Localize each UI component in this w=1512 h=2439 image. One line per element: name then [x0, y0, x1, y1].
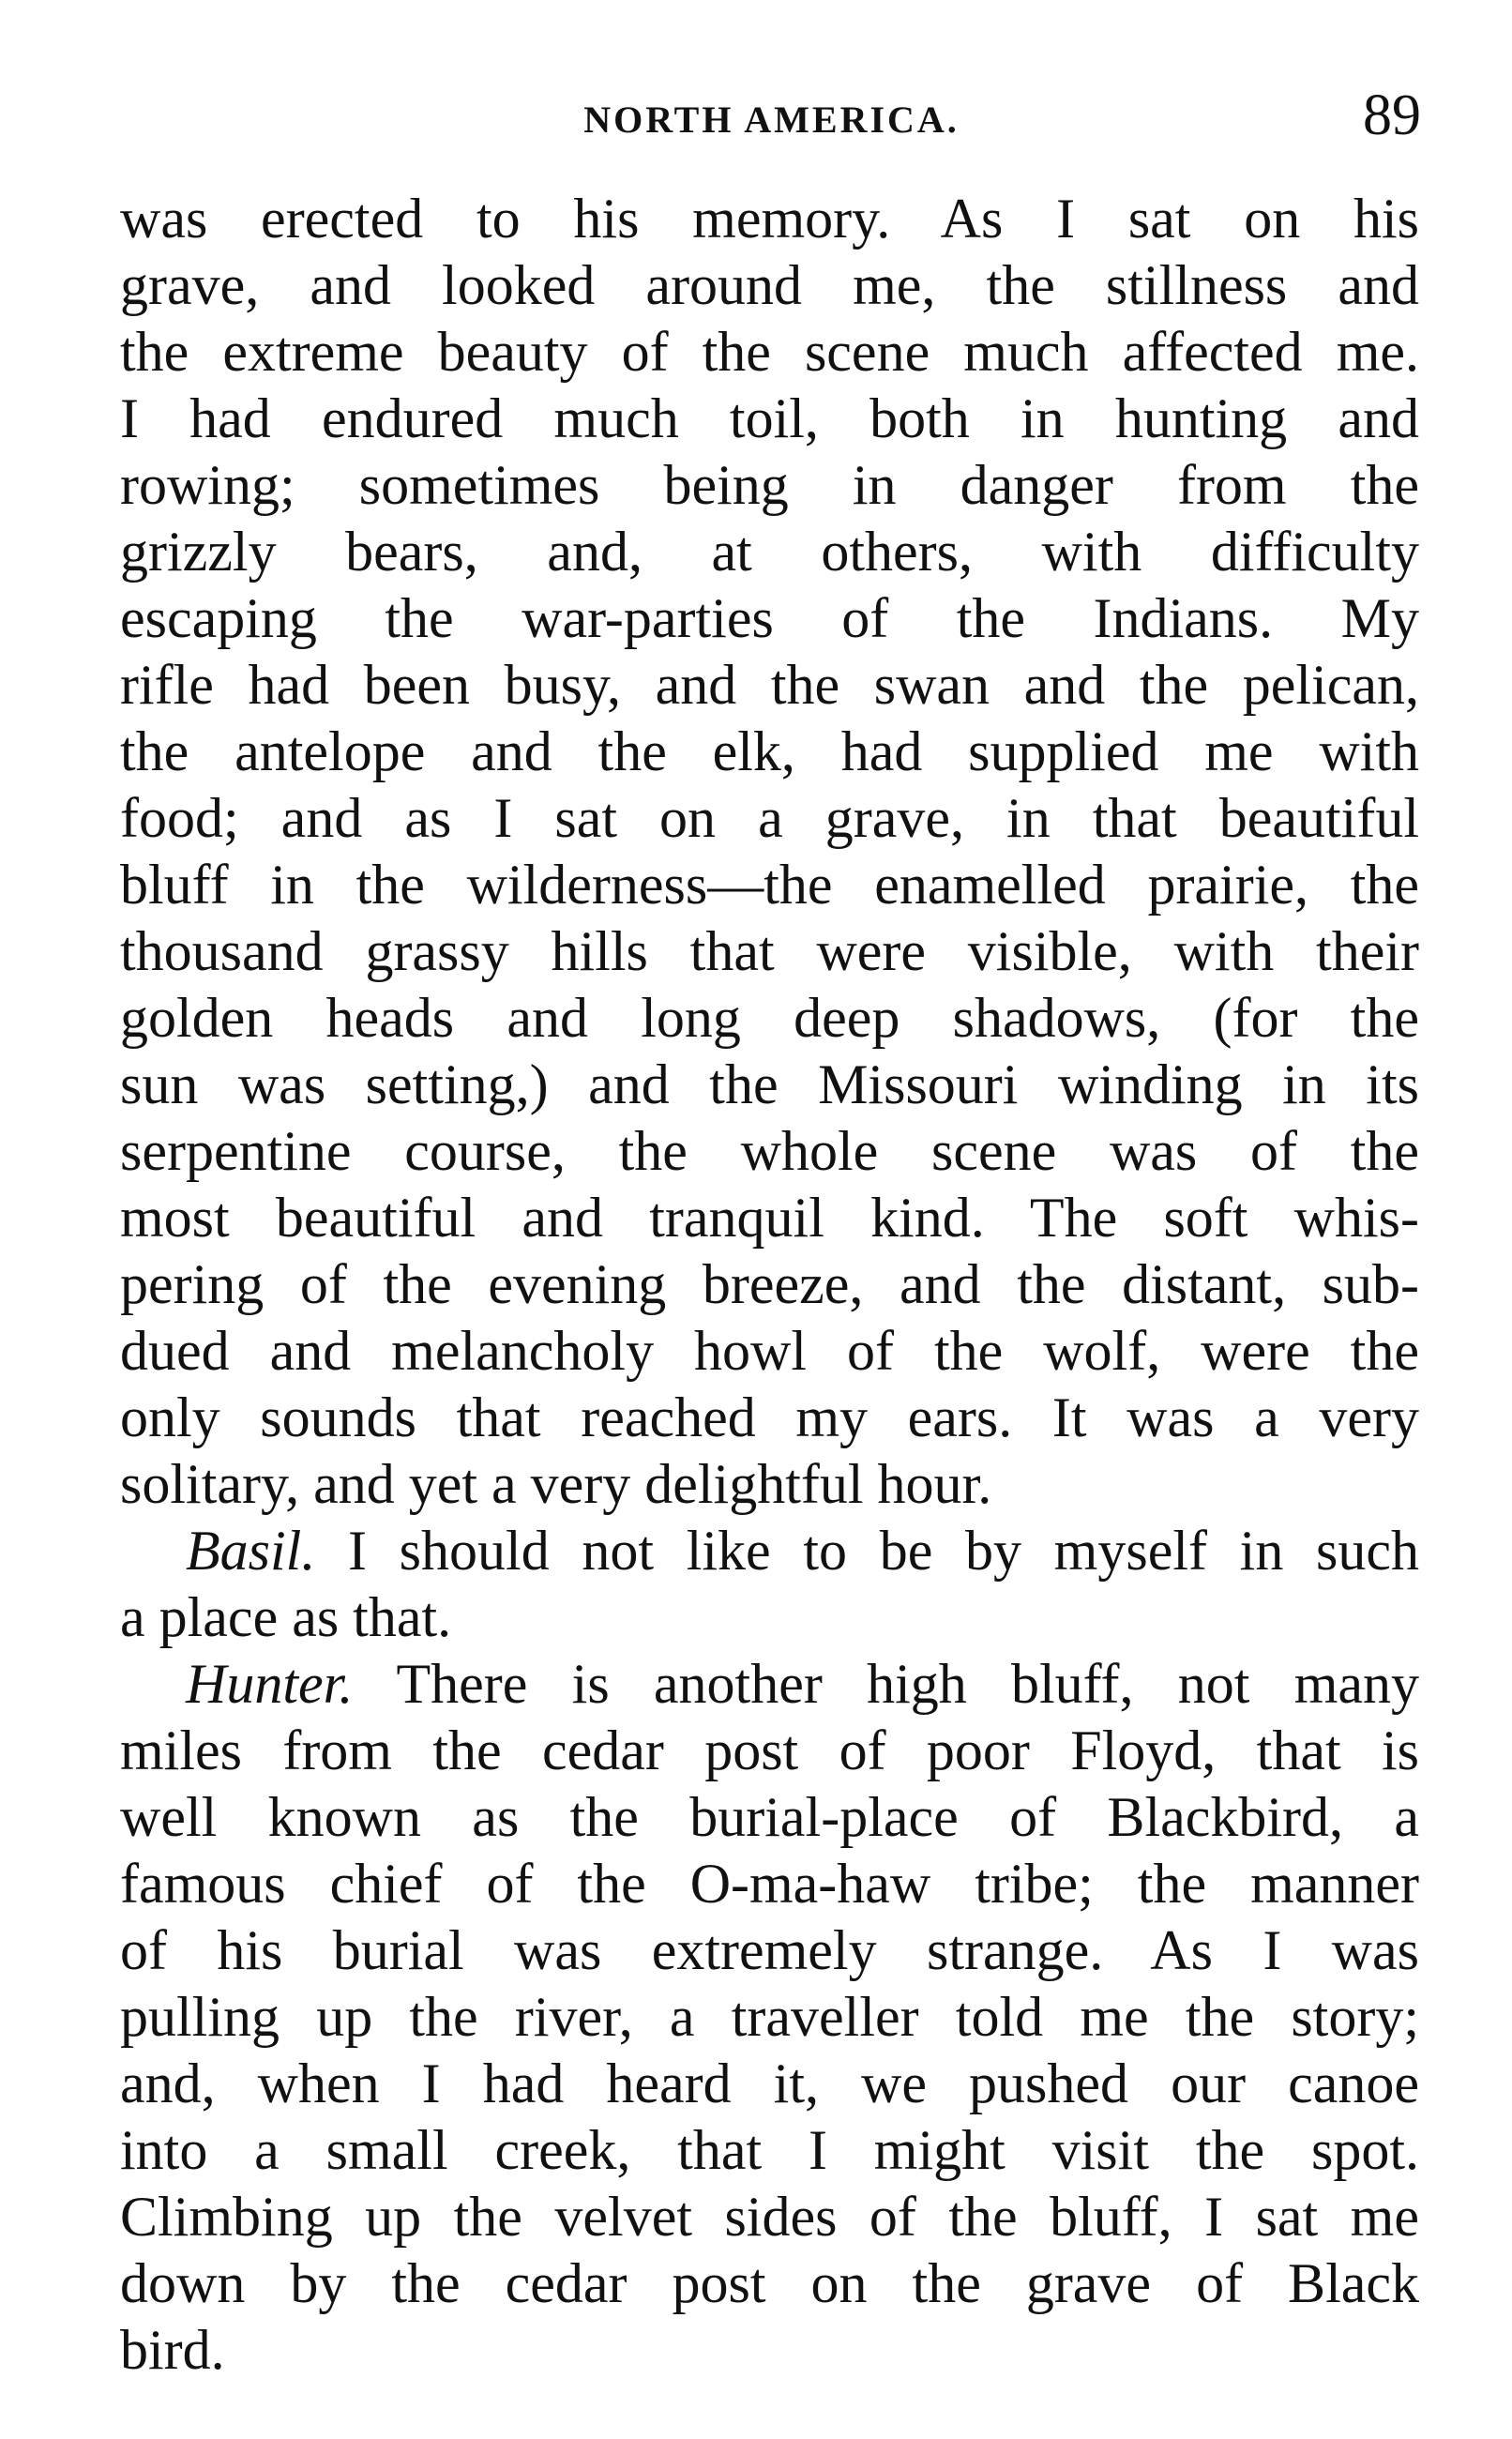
text-line: pering of the evening breeze, and the distant, sub- — [120, 1253, 1419, 1315]
text-line: into a small creek, that I might visit the spot. — [120, 2119, 1419, 2181]
text-line: dued and melancholy howl of the wolf, were the — [120, 1320, 1419, 1382]
text-line: food; and as I sat on a grave, in that beautiful — [120, 787, 1419, 849]
text-line: and, when I had heard it, we pushed our canoe — [120, 2053, 1419, 2114]
text-line: bluff in the wilderness—the enamelled prairie, the — [120, 854, 1419, 916]
text-line: sun was setting,) and the Missouri winding in its — [120, 1053, 1419, 1115]
text-line: escaping the war-parties of the Indians. My — [120, 587, 1419, 649]
text-line: rowing; sometimes being in danger from the — [120, 454, 1419, 516]
text-line: solitary, and yet a very delightful hour. — [120, 1453, 992, 1515]
text-line: down by the cedar post on the grave of Black — [120, 2252, 1419, 2314]
text-line: bird. — [120, 2319, 225, 2381]
text-line: was erected to his memory. As I sat on his — [120, 188, 1419, 250]
text-line: Climbing up the velvet sides of the bluff, I sat me — [120, 2186, 1419, 2248]
text-line: famous chief of the O-ma-haw tribe; the manner — [120, 1853, 1419, 1915]
dialogue-line-hunter — [120, 1651, 1419, 1718]
page-number: 89 — [1363, 83, 1421, 147]
text-line: only sounds that reached my ears. It was a very — [120, 1386, 1419, 1448]
text-line: of his burial was extremely strange. As I was — [120, 1919, 1419, 1981]
text-line: the extreme beauty of the scene much affected me. — [120, 321, 1419, 383]
body-text — [120, 186, 1419, 2384]
text-line: a place as that. — [120, 1586, 452, 1648]
text-line: most beautiful and tranquil kind. The soft whis- — [120, 1187, 1419, 1249]
speaker-name: Hunter. — [186, 1653, 354, 1715]
dialogue-text: There is another high bluff, not many — [353, 1653, 1419, 1715]
dialogue-text: I should not like to be by myself in such — [315, 1520, 1419, 1582]
text-line: miles from the cedar post of poor Floyd, that is — [120, 1719, 1419, 1781]
text-line: well known as the burial-place of Blackbird, a — [120, 1786, 1419, 1848]
running-header — [122, 83, 1421, 161]
text-line: thousand grassy hills that were visible, with their — [120, 920, 1419, 982]
dialogue-line-basil — [120, 1518, 1419, 1584]
running-title: NORTH AMERICA. — [583, 98, 960, 141]
text-line: I had endured much toil, both in hunting and — [120, 387, 1419, 449]
text-line: serpentine course, the whole scene was of the — [120, 1120, 1419, 1182]
text-line: pulling up the river, a traveller told me the story; — [120, 1986, 1419, 2048]
text-line: grizzly bears, and, at others, with difficulty — [120, 521, 1419, 583]
text-line: the antelope and the elk, had supplied me with — [120, 720, 1419, 782]
text-line: golden heads and long deep shadows, (for the — [120, 987, 1419, 1049]
speaker-name: Basil. — [186, 1520, 316, 1582]
text-line: grave, and looked around me, the stillness and — [120, 254, 1419, 316]
text-line: rifle had been busy, and the swan and the pelican, — [120, 654, 1419, 716]
